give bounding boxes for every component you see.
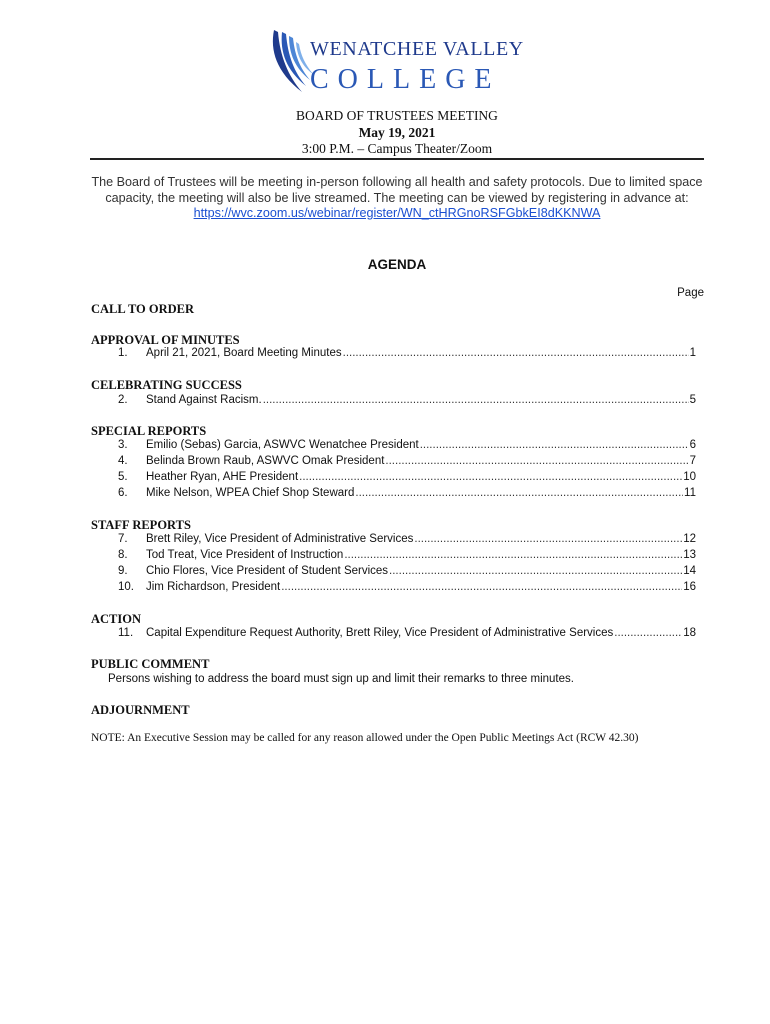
item-page: 1 xyxy=(689,347,696,359)
item-title: Capital Expenditure Request Authority, Brett Riley, Vice President of Administrative Services xyxy=(146,627,614,639)
item-number: 5. xyxy=(118,471,128,483)
item-title: Chio Flores, Vice President of Student Services xyxy=(146,565,389,577)
item-page: 5 xyxy=(689,394,696,406)
item-number: 8. xyxy=(118,549,128,561)
dot-leader xyxy=(385,455,688,467)
item-number: 11. xyxy=(118,627,134,639)
agenda-item xyxy=(118,533,696,549)
dot-leader xyxy=(343,347,689,359)
intro-paragraph xyxy=(84,175,710,222)
item-number: 3. xyxy=(118,439,128,451)
dot-leader xyxy=(281,581,682,593)
item-number: 2. xyxy=(118,394,128,406)
item-page: 12 xyxy=(683,533,696,545)
dot-leader xyxy=(420,439,689,451)
flame-logo-icon xyxy=(268,28,314,94)
item-number: 4. xyxy=(118,455,128,467)
section-call-to-order: CALL TO ORDER xyxy=(91,302,195,316)
agenda-item xyxy=(118,565,696,581)
section-public-comment: PUBLIC COMMENT xyxy=(91,657,210,671)
dot-leader xyxy=(263,394,689,406)
item-page: 10 xyxy=(683,471,696,483)
item-title: Brett Riley, Vice President of Administrative Services xyxy=(146,533,414,545)
executive-session-note: NOTE: An Executive Session may be called for any reason allowed under the Open Public Meetings Act (RCW 42.30) xyxy=(91,732,639,744)
item-title: Heather Ryan, AHE President xyxy=(146,471,299,483)
item-title: Belinda Brown Raub, ASWVC Omak President xyxy=(146,455,385,467)
agenda-item xyxy=(118,549,696,565)
agenda-item xyxy=(118,394,696,410)
dot-leader xyxy=(299,471,682,483)
meeting-title: BOARD OF TRUSTEES MEETING xyxy=(296,108,498,123)
item-page: 7 xyxy=(689,455,696,467)
logo-text-bottom: COLLEGE xyxy=(310,64,501,95)
meeting-time-place: 3:00 P.M. – Campus Theater/Zoom xyxy=(301,141,493,156)
section-adjournment: ADJOURNMENT xyxy=(91,703,190,717)
item-title: Stand Against Racism. xyxy=(146,394,262,406)
meeting-date: May 19, 2021 xyxy=(358,125,436,140)
agenda-item xyxy=(118,347,696,363)
agenda-item xyxy=(118,581,696,597)
section-staff-reports: STAFF REPORTS xyxy=(91,518,191,532)
college-logo xyxy=(268,28,524,98)
dot-leader xyxy=(389,565,682,577)
public-comment-text: Persons wishing to address the board must sign up and limit their remarks to three minutes. xyxy=(108,673,574,685)
agenda-heading: AGENDA xyxy=(367,257,427,272)
item-number: 7. xyxy=(118,533,128,545)
agenda-item xyxy=(118,455,696,471)
header-divider xyxy=(90,158,704,160)
agenda-item xyxy=(118,471,696,487)
item-title: Tod Treat, Vice President of Instruction xyxy=(146,549,344,561)
section-action: ACTION xyxy=(91,612,142,626)
item-number: 10. xyxy=(118,581,134,593)
dot-leader xyxy=(355,487,683,499)
dot-leader xyxy=(344,549,682,561)
item-number: 9. xyxy=(118,565,128,577)
item-title: April 21, 2021, Board Meeting Minutes xyxy=(146,347,342,359)
item-page: 18 xyxy=(683,627,696,639)
agenda-item xyxy=(118,487,696,503)
item-number: 6. xyxy=(118,487,128,499)
page-column-label: Page xyxy=(677,287,704,299)
agenda-item xyxy=(118,627,696,643)
dot-leader xyxy=(614,627,682,639)
logo-text-top: WENATCHEE VALLEY xyxy=(310,38,524,60)
section-celebrating-success: CELEBRATING SUCCESS xyxy=(91,378,242,392)
item-title: Emilio (Sebas) Garcia, ASWVC Wenatchee President xyxy=(146,439,419,451)
section-approval-of-minutes: APPROVAL OF MINUTES xyxy=(91,333,240,347)
agenda-item xyxy=(118,439,696,455)
item-title: Jim Richardson, President xyxy=(146,581,281,593)
item-number: 1. xyxy=(118,347,128,359)
item-page: 13 xyxy=(683,549,696,561)
webinar-registration-link[interactable]: https://wvc.zoom.us/webinar/register/WN_ctHRGnoRSFGbkEI8dKKNWA xyxy=(193,206,601,220)
item-page: 11 xyxy=(684,487,696,499)
item-page: 6 xyxy=(689,439,696,451)
intro-text: The Board of Trustees will be meeting in-person following all health and safety protocols. Due to limited space capacity, the meeting will also be live streamed. The meeting can be viewed by registering in advance at: xyxy=(91,175,703,205)
section-special-reports: SPECIAL REPORTS xyxy=(91,424,207,438)
item-page: 16 xyxy=(683,581,696,593)
item-page: 14 xyxy=(683,565,696,577)
dot-leader xyxy=(414,533,682,545)
item-title: Mike Nelson, WPEA Chief Shop Steward xyxy=(146,487,355,499)
